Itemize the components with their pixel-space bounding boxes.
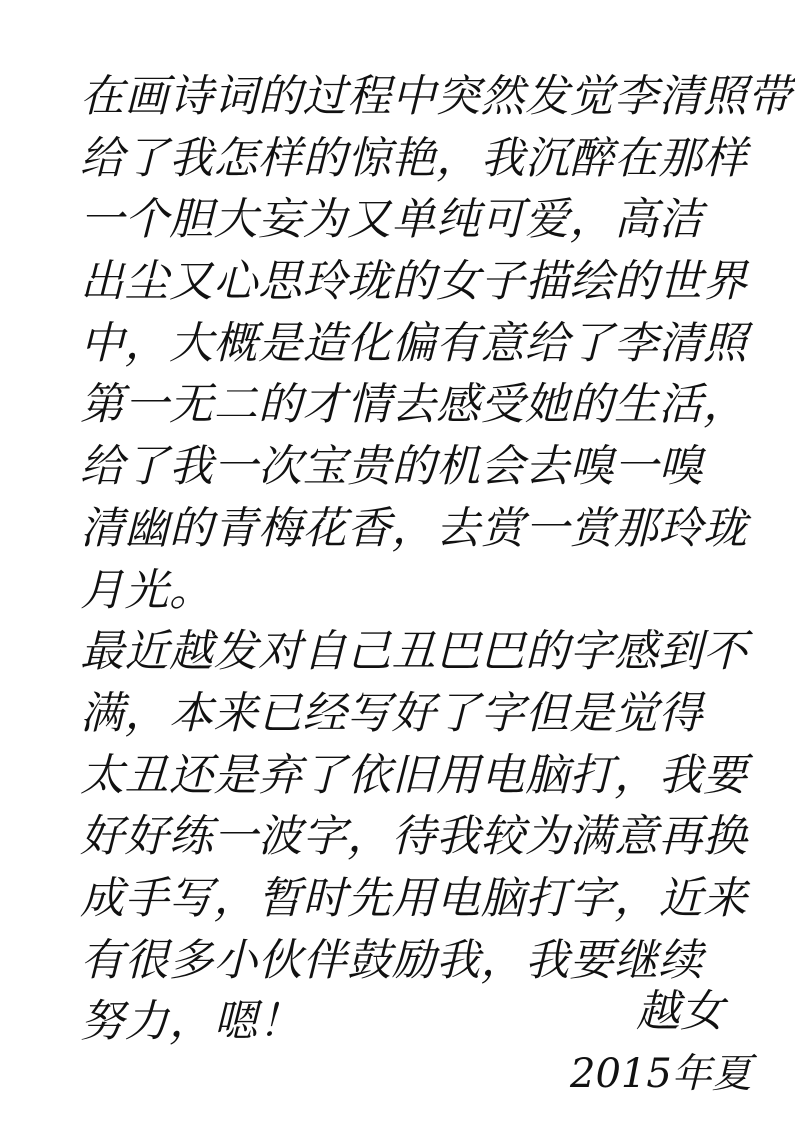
letter-line: 第一无二的才情去感受她的生活，: [80, 379, 748, 431]
letter-line: 月光。: [80, 564, 214, 616]
letter-body: [80, 66, 795, 1053]
letter-line: 一个胆大妄为又单纯可爱，高洁: [80, 194, 703, 246]
letter-line: 出尘又心思玲珑的女子描绘的世界: [80, 256, 748, 308]
letter-line: 给了我怎样的惊艳，我沉醉在那样: [80, 132, 748, 184]
signature-date: 2015年夏: [570, 1051, 752, 1097]
letter-line: 有很多小伙伴鼓励我，我要继续: [80, 934, 703, 986]
letter-line: 在画诗词的过程中突然发觉李清照带: [80, 71, 792, 122]
letter-line: 满，本来已经写好了字但是觉得: [80, 687, 703, 739]
letter-line: 努力，嗯！: [80, 996, 303, 1048]
letter-line: 太丑还是弃了依旧用电脑打，我要: [80, 749, 748, 801]
signature-name: 越女: [636, 986, 724, 1037]
letter-line: 最近越发对自己丑巴巴的字感到不: [80, 626, 748, 678]
letter-line: 成手写，暂时先用电脑打字，近来: [80, 872, 748, 924]
letter-line: 给了我一次宝贵的机会去嗅一嗅: [80, 441, 703, 493]
letter-line: 中，大概是造化偏有意给了李清照: [80, 317, 748, 369]
letter-line: 好好练一波字，待我较为满意再换: [80, 811, 748, 863]
letter-line: 清幽的青梅花香，去赏一赏那玲珑: [80, 502, 748, 554]
